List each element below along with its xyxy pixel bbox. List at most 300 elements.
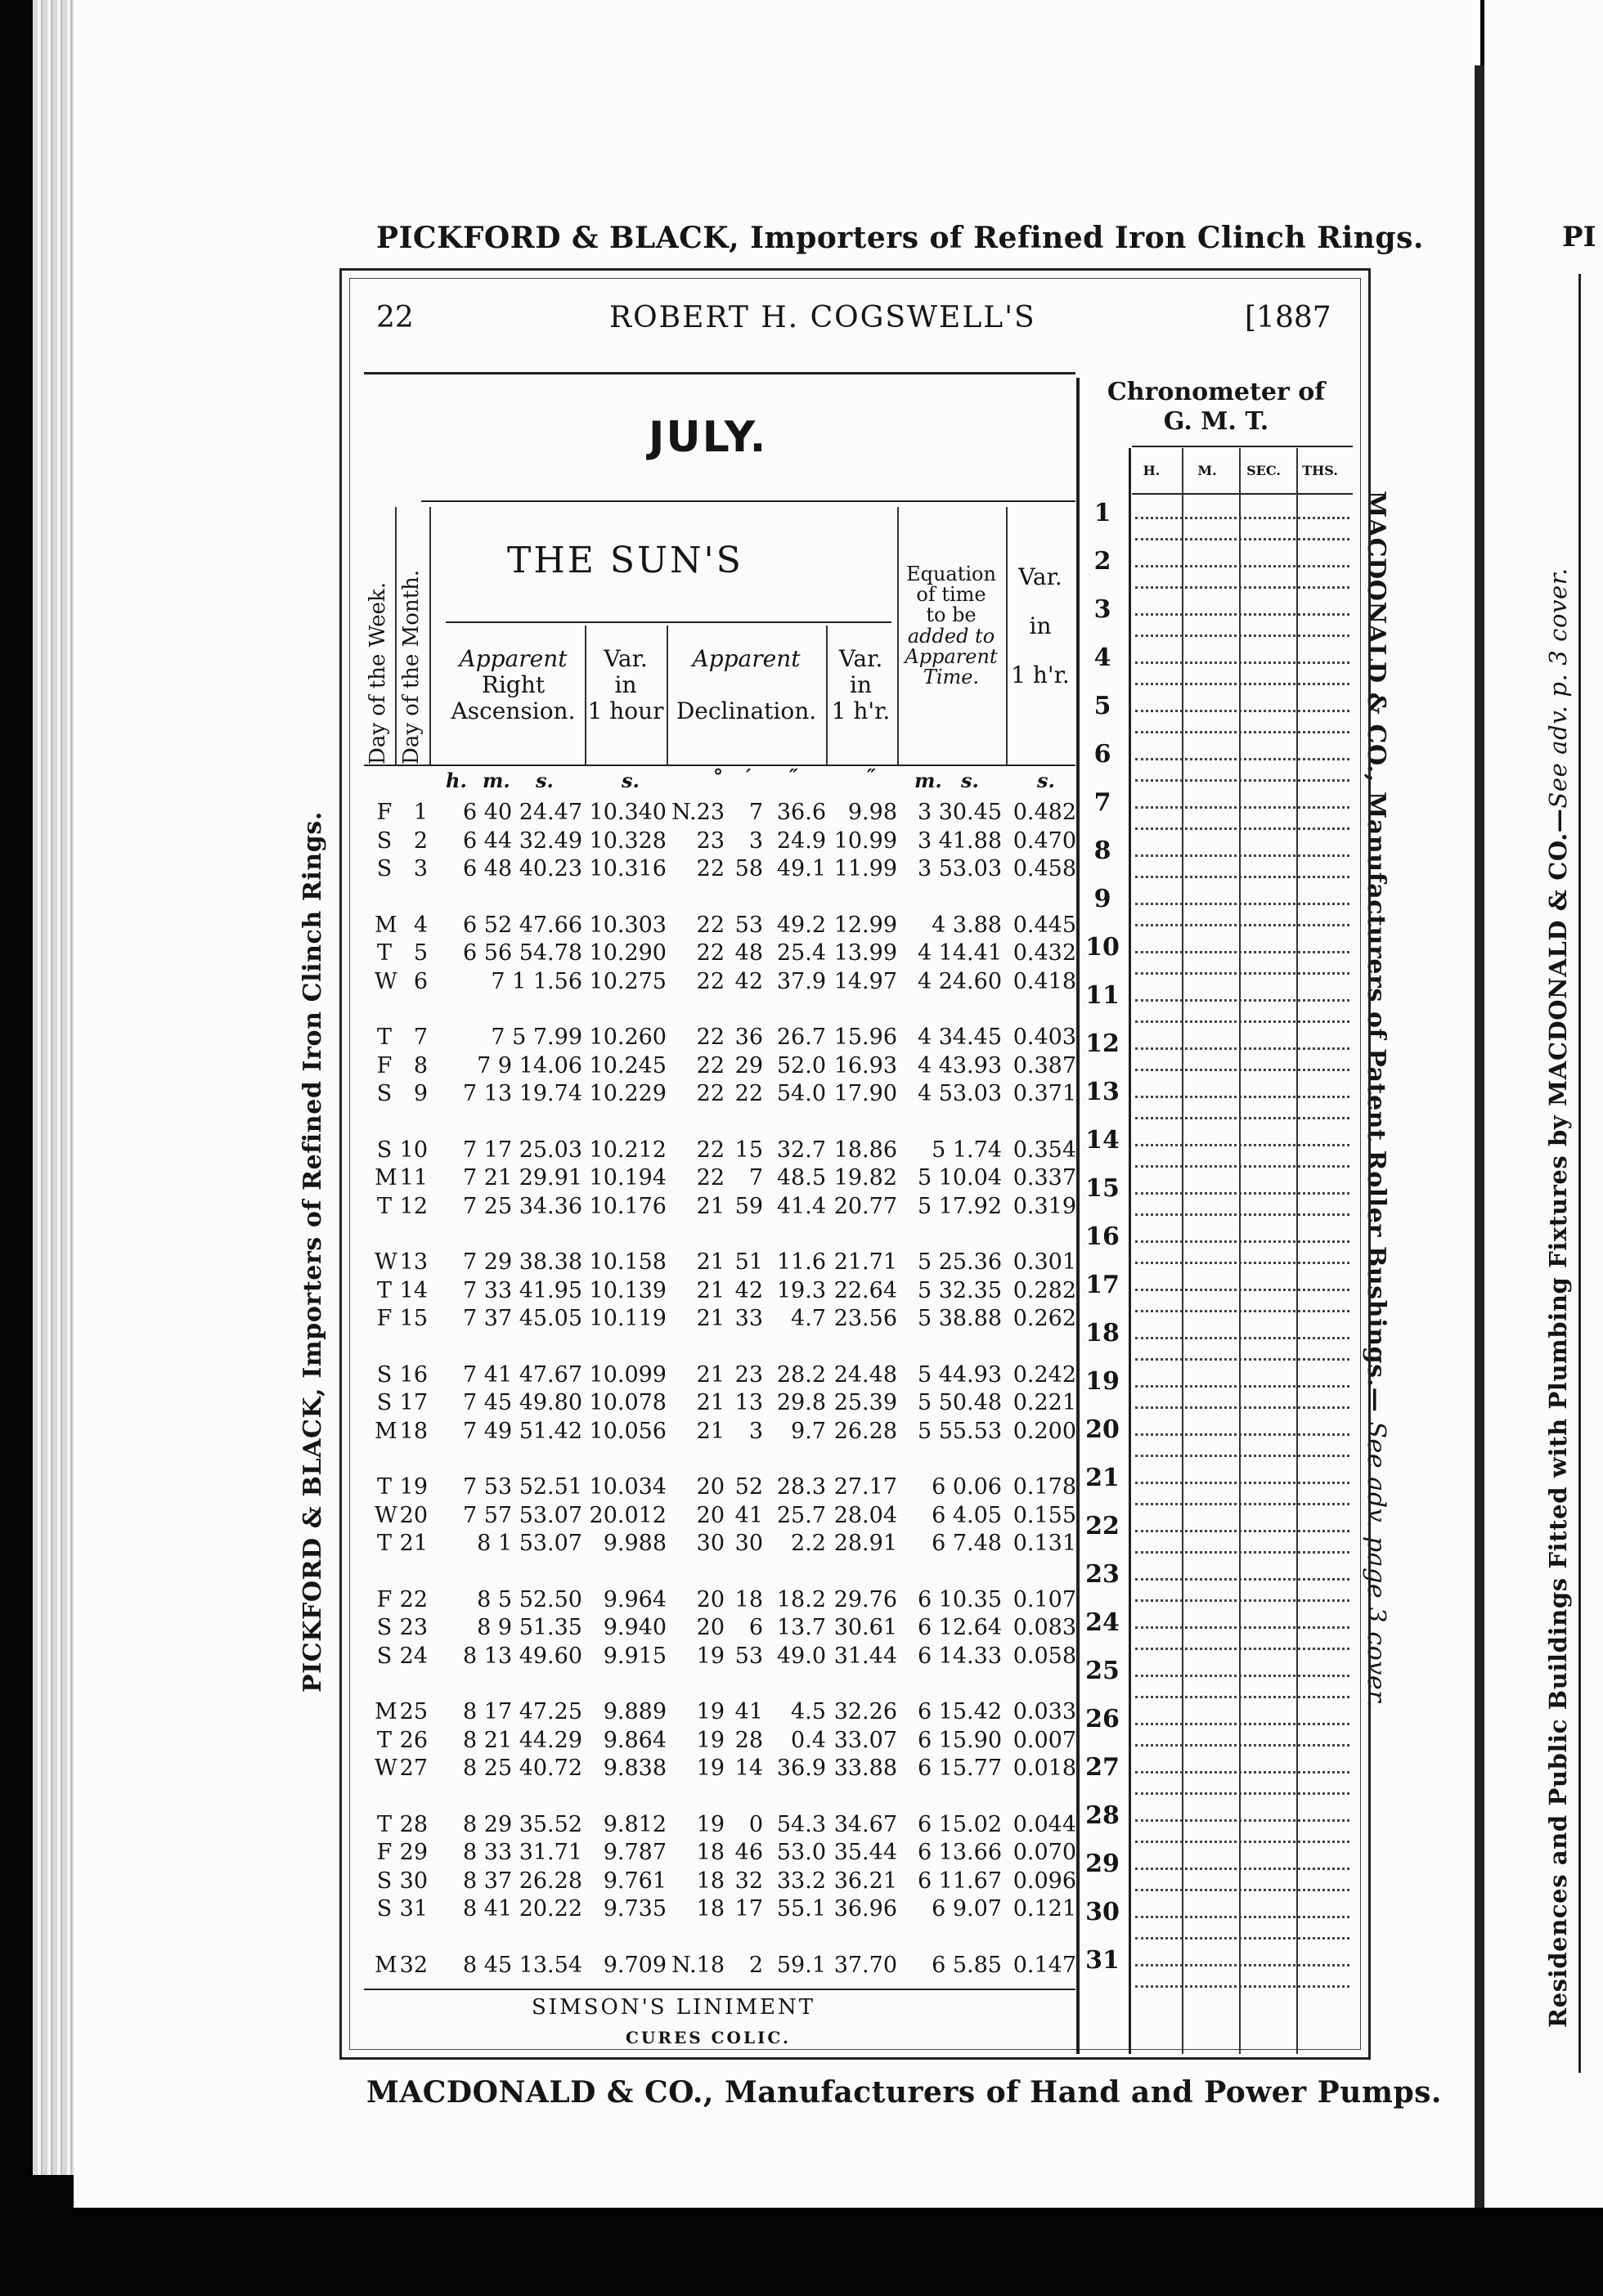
cell-w-row-8: F <box>376 1052 393 1078</box>
cell-vd-row-21: 28.91 <box>833 1531 897 1556</box>
unit-deg: ° <box>713 765 723 788</box>
unit-m: m. <box>483 769 510 792</box>
chron-entry-line <box>1135 1964 1349 1966</box>
cell-vd-row-18: 26.28 <box>833 1418 897 1444</box>
cell-ve-row-5: 0.432 <box>1013 940 1076 966</box>
cell-ve-row-9: 0.371 <box>1013 1081 1076 1106</box>
cell-ve-row-3: 0.458 <box>1013 856 1076 881</box>
cell-vd-row-12: 20.77 <box>833 1193 897 1219</box>
cell-d-row-2: 2 <box>413 827 428 854</box>
chron-entry-line <box>1135 1503 1349 1505</box>
ra-line-2: Right <box>481 671 546 699</box>
cell-ve-row-26: 0.007 <box>1013 1727 1076 1753</box>
cell-ve-row-10: 0.354 <box>1013 1137 1076 1163</box>
year-label: [1887 <box>1245 301 1331 334</box>
cell-w-row-10: S <box>376 1137 393 1163</box>
cell-vd-row-32: 37.70 <box>833 1952 897 1978</box>
ve-line-2: in <box>1029 612 1052 640</box>
chron-entry-line <box>1135 1096 1349 1098</box>
cell-ds-row-30: 33.2 <box>776 1868 826 1894</box>
cell-ra-row-4: 6 52 47.66 <box>463 912 582 938</box>
cell-d-row-9: 9 <box>413 1081 428 1106</box>
cell-d-row-16: 16 <box>399 1361 428 1388</box>
cell-w-row-31: S <box>376 1896 393 1922</box>
cell-d-row-3: 3 <box>413 856 428 881</box>
chron-entry-line <box>1135 731 1349 733</box>
col-line-eq <box>1006 507 1008 765</box>
cell-d-row-18: 18 <box>399 1418 428 1444</box>
cell-d-row-7: 7 <box>413 1025 428 1050</box>
chron-title-2: G. M. T. <box>1163 407 1269 436</box>
eq-line-2: of time <box>916 583 986 607</box>
cell-ds-row-6: 37.9 <box>776 968 826 994</box>
chron-entry-line <box>1135 1192 1349 1195</box>
chron-entry-line <box>1135 1455 1349 1457</box>
chron-day-2: 2 <box>1093 547 1111 576</box>
chron-entry-line <box>1135 1675 1349 1677</box>
cell-ra-row-18: 7 49 51.42 <box>463 1418 582 1444</box>
cell-ds-row-24: 49.0 <box>776 1643 826 1669</box>
cell-w-row-2: S <box>376 827 393 854</box>
cell-w-row-1: F <box>376 800 393 825</box>
header-day-of-week: Day of the Week. <box>366 581 390 765</box>
chron-entry-line <box>1135 1696 1349 1698</box>
cell-vh-row-5: 10.290 <box>589 940 667 966</box>
cell-ra-row-31: 8 41 20.22 <box>463 1896 582 1922</box>
cell-ra-row-13: 7 29 38.38 <box>463 1249 582 1275</box>
cell-vd-row-31: 36.96 <box>833 1896 897 1922</box>
dec-line-1: Apparent <box>692 645 801 672</box>
cell-vh-row-25: 9.889 <box>603 1699 667 1724</box>
month-title: JULY. <box>649 413 768 462</box>
eq-line-3: to be <box>926 603 977 627</box>
cell-ra-row-17: 7 45 49.80 <box>463 1390 582 1415</box>
chron-day-17: 17 <box>1085 1271 1120 1299</box>
chron-entry-line <box>1135 1406 1349 1409</box>
cell-w-row-23: S <box>376 1615 393 1640</box>
cell-vd-row-14: 22.64 <box>833 1277 897 1303</box>
eq-line-1: Equation <box>906 563 996 585</box>
cell-ra-row-2: 6 44 32.49 <box>463 827 582 854</box>
cell-d-row-5: 5 <box>413 940 428 966</box>
cell-vd-row-2: 10.99 <box>833 827 897 854</box>
cell-ds-row-14: 19.3 <box>776 1277 826 1303</box>
cell-dm-row-17: 13 <box>734 1390 763 1415</box>
chron-col-sec: SEC. <box>1246 463 1281 478</box>
unit-s2: s. <box>622 769 640 792</box>
chron-sub-rule <box>1132 493 1353 495</box>
bottom-advert: MACDONALD & CO., Manufacturers of Hand and Power Pumps. <box>366 2075 1442 2110</box>
cell-ds-row-15: 4.7 <box>791 1306 826 1331</box>
cell-dd-row-23: 20 <box>696 1615 725 1640</box>
unit-sec2: ″ <box>867 765 876 788</box>
cell-dd-row-20: 20 <box>696 1502 725 1528</box>
chron-entry-line <box>1135 1240 1349 1243</box>
cell-ve-row-20: 0.155 <box>1013 1502 1076 1528</box>
cell-w-row-4: M <box>375 912 397 938</box>
page-number: 22 <box>376 301 414 334</box>
cell-dd-row-15: 21 <box>696 1306 725 1331</box>
chron-entry-line <box>1135 1648 1349 1650</box>
cell-ra-row-9: 7 13 19.74 <box>463 1081 582 1106</box>
cell-eq-row-15: 5 38.88 <box>917 1306 1002 1331</box>
cell-ds-row-19: 28.3 <box>776 1474 826 1500</box>
cell-vd-row-22: 29.76 <box>833 1586 897 1612</box>
chron-day-23: 23 <box>1085 1560 1120 1589</box>
cell-eq-row-26: 6 15.90 <box>917 1727 1002 1753</box>
cell-ra-row-25: 8 17 47.25 <box>463 1699 582 1724</box>
chron-entry-line <box>1135 1358 1349 1361</box>
right-side-advert-ref: See adv. page 3 cover. <box>1362 1421 1390 1709</box>
cell-dm-row-32: 2 <box>748 1952 763 1978</box>
cell-dm-row-7: 36 <box>734 1025 763 1050</box>
cell-ds-row-26: 0.4 <box>791 1727 826 1753</box>
chron-entry-line <box>1135 972 1349 975</box>
cell-ve-row-32: 0.147 <box>1013 1952 1076 1978</box>
col-line-vd <box>897 507 899 765</box>
cell-dd-row-3: 22 <box>696 856 725 881</box>
cell-ve-row-21: 0.131 <box>1013 1531 1076 1556</box>
cell-d-row-32: 32 <box>399 1952 428 1978</box>
cell-d-row-29: 29 <box>399 1840 428 1865</box>
chron-day-3: 3 <box>1093 595 1111 624</box>
cell-vd-row-25: 32.26 <box>833 1699 897 1724</box>
cell-dd-row-1: N.23 <box>671 800 725 825</box>
cell-vh-row-1: 10.340 <box>589 800 667 825</box>
cell-vh-row-6: 10.275 <box>589 968 667 994</box>
chron-day-27: 27 <box>1085 1753 1120 1782</box>
cell-dm-row-11: 7 <box>748 1165 763 1191</box>
chron-entry-line <box>1135 710 1349 712</box>
cell-vh-row-3: 10.316 <box>589 856 667 881</box>
cell-dd-row-28: 19 <box>696 1811 725 1837</box>
cell-ds-row-10: 32.7 <box>776 1137 826 1163</box>
vh-line-3: 1 hour <box>587 697 664 725</box>
cell-ra-row-5: 6 56 54.78 <box>463 940 582 966</box>
cell-eq-row-21: 6 7.48 <box>932 1531 1002 1556</box>
cell-vd-row-15: 23.56 <box>833 1306 897 1331</box>
cell-vd-row-28: 34.67 <box>833 1811 897 1837</box>
chron-col-h: H. <box>1143 463 1161 478</box>
cell-vd-row-26: 33.07 <box>833 1727 897 1753</box>
cell-vd-row-8: 16.93 <box>833 1052 897 1078</box>
chron-line-2 <box>1239 448 1241 2054</box>
cell-vd-row-6: 14.97 <box>833 968 897 994</box>
cell-ds-row-11: 48.5 <box>776 1165 826 1191</box>
cell-ra-row-12: 7 25 34.36 <box>463 1193 582 1219</box>
chron-entry-line <box>1135 903 1349 905</box>
cell-eq-row-32: 6 5.85 <box>932 1952 1002 1978</box>
chron-day-20: 20 <box>1085 1415 1120 1444</box>
cell-ra-row-24: 8 13 49.60 <box>463 1643 582 1669</box>
cell-eq-row-11: 5 10.04 <box>917 1165 1002 1191</box>
cell-ra-row-16: 7 41 47.67 <box>463 1361 582 1388</box>
cell-dm-row-15: 33 <box>734 1306 763 1331</box>
cell-d-row-11: 11 <box>399 1165 428 1191</box>
chron-day-8: 8 <box>1093 836 1111 865</box>
cell-vh-row-21: 9.988 <box>603 1531 667 1556</box>
chron-entry-line <box>1135 1385 1349 1388</box>
chron-entry-line <box>1135 1069 1349 1071</box>
chron-day-31: 31 <box>1085 1946 1120 1975</box>
cell-dd-row-6: 22 <box>696 968 725 994</box>
ve-line-3: 1 h'r. <box>1011 661 1070 689</box>
cell-w-row-22: F <box>376 1586 393 1612</box>
cell-ve-row-27: 0.018 <box>1013 1756 1076 1781</box>
cell-dm-row-2: 3 <box>748 827 763 854</box>
cell-dd-row-13: 21 <box>696 1249 725 1275</box>
unit-sec: ″ <box>789 765 798 788</box>
cell-dm-row-23: 6 <box>748 1615 763 1640</box>
chron-line-1 <box>1182 448 1183 2054</box>
cell-ve-row-18: 0.200 <box>1013 1418 1076 1444</box>
cell-eq-row-8: 4 43.93 <box>917 1052 1002 1078</box>
cell-ds-row-28: 54.3 <box>776 1811 826 1837</box>
cell-vh-row-31: 9.735 <box>603 1896 667 1922</box>
cell-ra-row-15: 7 37 45.05 <box>463 1306 582 1331</box>
cell-dd-row-11: 22 <box>696 1165 725 1191</box>
cell-eq-row-12: 5 17.92 <box>917 1193 1002 1219</box>
cell-vh-row-27: 9.838 <box>603 1756 667 1781</box>
chron-day-6: 6 <box>1093 740 1111 769</box>
cell-ds-row-29: 53.0 <box>776 1840 826 1865</box>
cell-ve-row-30: 0.096 <box>1013 1868 1076 1894</box>
col-line-dow <box>395 507 397 765</box>
chron-entry-line <box>1135 1262 1349 1264</box>
cell-dm-row-10: 15 <box>734 1137 763 1163</box>
chron-title <box>1081 378 1351 437</box>
cell-vd-row-24: 31.44 <box>833 1643 897 1669</box>
cell-dd-row-5: 22 <box>696 940 725 966</box>
cell-ve-row-22: 0.107 <box>1013 1586 1076 1612</box>
cell-ve-row-23: 0.083 <box>1013 1615 1076 1640</box>
cell-ra-row-29: 8 33 31.71 <box>463 1840 582 1865</box>
cell-dm-row-9: 22 <box>734 1081 763 1106</box>
cell-dd-row-7: 22 <box>696 1025 725 1050</box>
cell-dd-row-27: 19 <box>696 1756 725 1781</box>
chron-day-5: 5 <box>1093 692 1111 720</box>
cell-d-row-10: 10 <box>399 1137 428 1163</box>
cell-ds-row-16: 28.2 <box>776 1361 826 1388</box>
cell-vh-row-10: 10.212 <box>589 1137 667 1163</box>
cell-ve-row-1: 0.482 <box>1013 800 1076 825</box>
facing-page-border <box>1578 274 1603 2073</box>
cell-ds-row-17: 29.8 <box>776 1390 826 1415</box>
cell-vd-row-1: 9.98 <box>847 800 897 825</box>
cell-ve-row-7: 0.403 <box>1013 1025 1076 1050</box>
unit-s4: s. <box>1037 769 1055 792</box>
cell-eq-row-14: 5 32.35 <box>917 1277 1002 1303</box>
eq-line-6: Time. <box>923 665 980 688</box>
cell-vh-row-18: 10.056 <box>589 1418 667 1444</box>
cell-ds-row-20: 25.7 <box>776 1502 826 1528</box>
unit-h: h. <box>446 769 467 792</box>
cell-vd-row-11: 19.82 <box>833 1165 897 1191</box>
cell-vd-row-23: 30.61 <box>833 1615 897 1640</box>
cell-dm-row-5: 48 <box>734 940 763 966</box>
chron-entry-line <box>1135 1723 1349 1725</box>
cell-d-row-1: 1 <box>413 800 428 825</box>
cell-dm-row-30: 32 <box>734 1868 763 1894</box>
cell-dm-row-4: 53 <box>734 912 763 938</box>
chron-entry-line <box>1135 1792 1349 1795</box>
cell-dd-row-24: 19 <box>696 1643 725 1669</box>
cell-eq-row-4: 4 3.88 <box>932 912 1002 938</box>
unit-s: s. <box>536 769 554 792</box>
cell-ve-row-2: 0.470 <box>1013 827 1076 854</box>
chron-entry-line <box>1135 1551 1349 1554</box>
cell-ds-row-32: 59.1 <box>776 1952 826 1978</box>
cell-w-row-30: S <box>376 1868 393 1894</box>
cell-ds-row-18: 9.7 <box>791 1418 826 1444</box>
cell-eq-row-24: 6 14.33 <box>917 1643 1002 1669</box>
cell-ve-row-29: 0.070 <box>1013 1840 1076 1865</box>
chron-entry-line <box>1135 779 1349 782</box>
chron-entry-line <box>1135 683 1349 685</box>
cell-vh-row-32: 9.709 <box>603 1952 667 1978</box>
cell-vh-row-22: 9.964 <box>603 1586 667 1612</box>
table-frame-inner <box>349 278 1361 2050</box>
cell-ve-row-19: 0.178 <box>1013 1474 1076 1500</box>
cell-ds-row-7: 26.7 <box>776 1025 826 1050</box>
cell-vh-row-7: 10.260 <box>589 1025 667 1050</box>
cell-eq-row-6: 4 24.60 <box>917 968 1002 994</box>
chron-day-1: 1 <box>1093 499 1111 527</box>
chron-entry-line <box>1135 1744 1349 1747</box>
cell-d-row-8: 8 <box>413 1052 428 1078</box>
cell-ra-row-11: 7 21 29.91 <box>463 1165 582 1191</box>
cell-w-row-27: W <box>375 1756 397 1781</box>
ra-line-3: Ascension. <box>451 697 576 725</box>
cell-vd-row-27: 33.88 <box>833 1756 897 1781</box>
col-line-ra <box>585 626 586 765</box>
cell-vh-row-2: 10.328 <box>589 827 667 854</box>
cell-dd-row-4: 22 <box>696 912 725 938</box>
cell-w-row-7: T <box>376 1025 392 1050</box>
cell-dd-row-9: 22 <box>696 1081 725 1106</box>
cell-ds-row-5: 25.4 <box>776 940 826 966</box>
cell-dm-row-8: 29 <box>734 1052 763 1078</box>
cell-w-row-24: S <box>376 1643 393 1669</box>
eq-line-4: added to <box>907 624 995 648</box>
cell-ra-row-10: 7 17 25.03 <box>463 1137 582 1163</box>
cell-dm-row-21: 30 <box>734 1531 763 1556</box>
chron-entry-line <box>1135 1771 1349 1774</box>
cell-eq-row-3: 3 53.03 <box>917 856 1002 881</box>
chron-day-19: 19 <box>1085 1367 1120 1396</box>
cell-w-row-12: T <box>376 1193 392 1219</box>
cell-ra-row-8: 7 9 14.06 <box>477 1052 582 1078</box>
vh-line-1: Var. <box>604 645 648 672</box>
cell-eq-row-10: 5 1.74 <box>932 1137 1002 1163</box>
cell-ds-row-4: 49.2 <box>776 912 826 938</box>
chron-entry-line <box>1135 1841 1349 1843</box>
cell-vd-row-4: 12.99 <box>833 912 897 938</box>
vd-line-3: 1 h'r. <box>831 697 891 725</box>
cell-ra-row-20: 7 57 53.07 <box>463 1502 582 1528</box>
chron-day-22: 22 <box>1085 1512 1120 1540</box>
cell-dd-row-25: 19 <box>696 1699 725 1724</box>
cell-ra-row-14: 7 33 41.95 <box>463 1277 582 1303</box>
chron-entry-line <box>1135 1047 1349 1050</box>
chron-entry-line <box>1135 1117 1349 1119</box>
header-var-hr <box>826 646 896 725</box>
cell-ra-row-6: 7 1 1.56 <box>491 968 582 994</box>
eq-line-5: Apparent <box>905 644 998 668</box>
cell-eq-row-31: 6 9.07 <box>932 1896 1002 1922</box>
chron-title-1: Chronometer of <box>1107 378 1326 406</box>
cell-ra-row-27: 8 25 40.72 <box>463 1756 582 1781</box>
header-right-ascension <box>442 646 585 725</box>
unit-min: ′ <box>746 765 752 788</box>
ve-line-1: Var. <box>1018 563 1062 590</box>
cell-dd-row-21: 30 <box>696 1531 725 1556</box>
cell-dm-row-29: 46 <box>734 1840 763 1865</box>
cell-eq-row-13: 5 25.36 <box>917 1249 1002 1275</box>
cell-w-row-18: M <box>375 1418 397 1444</box>
chron-day-25: 25 <box>1085 1657 1120 1685</box>
cell-w-row-13: W <box>375 1249 397 1275</box>
chron-day-13: 13 <box>1085 1078 1120 1106</box>
suns-rule <box>446 621 891 623</box>
chron-day-16: 16 <box>1085 1222 1120 1251</box>
liniment-advert-sub: CURES COLIC. <box>626 2028 791 2047</box>
chron-entry-line <box>1135 1165 1349 1168</box>
far-side-advert <box>1544 567 1572 2028</box>
cell-d-row-20: 20 <box>399 1502 428 1528</box>
chron-day-26: 26 <box>1085 1705 1120 1733</box>
chron-entry-line <box>1135 1213 1349 1216</box>
cell-eq-row-2: 3 41.88 <box>917 827 1002 854</box>
cell-ve-row-25: 0.033 <box>1013 1699 1076 1724</box>
cell-vh-row-29: 9.787 <box>603 1840 667 1865</box>
cell-ra-row-7: 7 5 7.99 <box>491 1025 582 1050</box>
cell-eq-row-9: 4 53.03 <box>917 1081 1002 1106</box>
cell-d-row-19: 19 <box>399 1474 428 1500</box>
cell-dd-row-30: 18 <box>696 1868 725 1894</box>
cell-w-row-5: T <box>376 940 392 966</box>
cell-vh-row-20: 20.012 <box>589 1502 667 1528</box>
advert-rule <box>364 1989 1075 1990</box>
cell-dm-row-24: 53 <box>734 1643 763 1669</box>
chron-entry-line <box>1135 517 1349 519</box>
cell-ra-row-3: 6 48 40.23 <box>463 856 582 881</box>
header-equation <box>898 564 1004 688</box>
chron-entry-line <box>1135 1916 1349 1918</box>
cell-ve-row-6: 0.418 <box>1013 968 1076 994</box>
cell-d-row-24: 24 <box>399 1643 428 1669</box>
cell-dd-row-29: 18 <box>696 1840 725 1865</box>
chron-divider-num <box>1129 448 1131 2054</box>
cell-d-row-14: 14 <box>399 1277 428 1303</box>
cell-vd-row-5: 13.99 <box>833 940 897 966</box>
cell-w-row-16: S <box>376 1361 393 1388</box>
chron-entry-line <box>1135 1144 1349 1146</box>
cell-ra-row-1: 6 40 24.47 <box>463 800 582 825</box>
unit-s3: s. <box>961 769 979 792</box>
cell-dm-row-19: 52 <box>734 1474 763 1500</box>
col-line-vh <box>667 626 668 765</box>
cell-dd-row-31: 18 <box>696 1896 725 1922</box>
cell-vd-row-29: 35.44 <box>833 1840 897 1865</box>
cell-ds-row-27: 36.9 <box>776 1756 826 1781</box>
cell-vd-row-17: 25.39 <box>833 1390 897 1415</box>
chron-day-9: 9 <box>1093 885 1111 913</box>
cell-vh-row-26: 9.864 <box>603 1727 667 1753</box>
cell-dd-row-22: 20 <box>696 1586 725 1612</box>
cell-dm-row-28: 0 <box>748 1811 763 1837</box>
cell-ve-row-12: 0.319 <box>1013 1193 1076 1219</box>
